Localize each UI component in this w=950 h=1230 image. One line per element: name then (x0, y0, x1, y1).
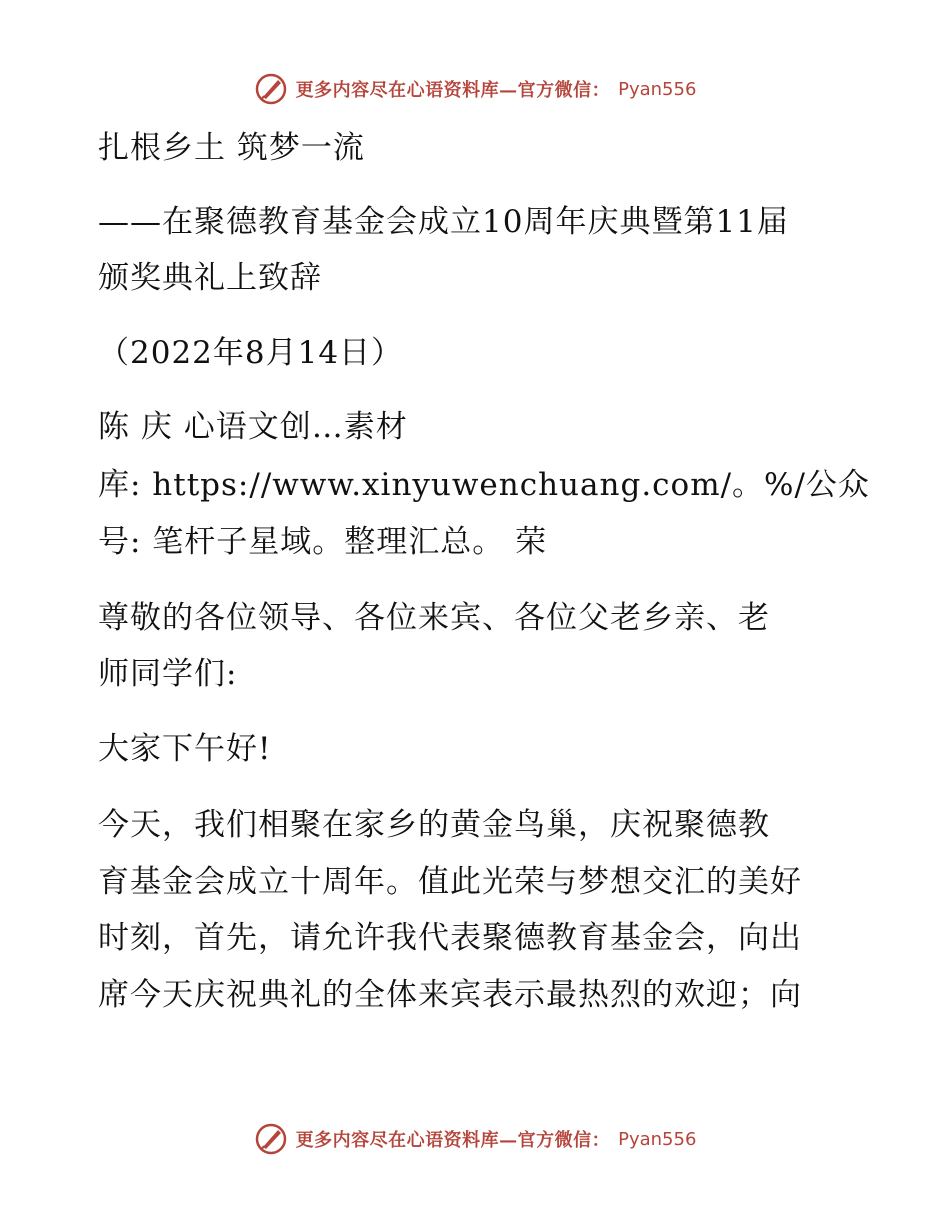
quill-circle-logo-icon (254, 1122, 288, 1156)
greeting-line-2: 师同学们: (98, 656, 238, 692)
footer-watermark (0, 1122, 950, 1156)
body-line-4: 席今天庆祝典礼的全体来宾表示最热烈的欢迎；向 (98, 977, 802, 1013)
document-subtitle-line-1: ——在聚德教育基金会成立10周年庆典暨第11届 (98, 204, 789, 240)
salutation: 大家下午好! (98, 731, 272, 767)
inserted-text-line-1: 库: https://www.xinyuwenchuang.com/。%/公众 (98, 467, 870, 503)
watermark-wechat-id: Pyan556 (618, 78, 697, 100)
inserted-text-line-2: 号: 笔杆子星域。整理汇总。 荣 (98, 524, 548, 560)
body-line-3: 时刻，首先，请允许我代表聚德教育基金会，向出 (98, 920, 802, 956)
document-author: 陈 庆 心语文创…素材 (98, 409, 408, 445)
watermark-text: 更多内容尽在心语资料库—官方微信： (295, 1130, 611, 1151)
header-watermark (0, 72, 950, 106)
quill-circle-logo-icon (254, 72, 288, 106)
document-title: 扎根乡土 筑梦一流 (98, 130, 365, 166)
watermark-wechat-id: Pyan556 (618, 1128, 697, 1150)
body-line-2: 育基金会成立十周年。值此光荣与梦想交汇的美好 (98, 864, 802, 900)
document-date: （2022年8月14日） (98, 335, 404, 371)
document-subtitle-line-2: 颁奖典礼上致辞 (98, 260, 322, 296)
watermark-text: 更多内容尽在心语资料库—官方微信： (295, 80, 611, 101)
body-line-1: 今天，我们相聚在家乡的黄金鸟巢，庆祝聚德教 (98, 807, 770, 843)
greeting-line-1: 尊敬的各位领导、各位来宾、各位父老乡亲、老 (98, 600, 770, 636)
